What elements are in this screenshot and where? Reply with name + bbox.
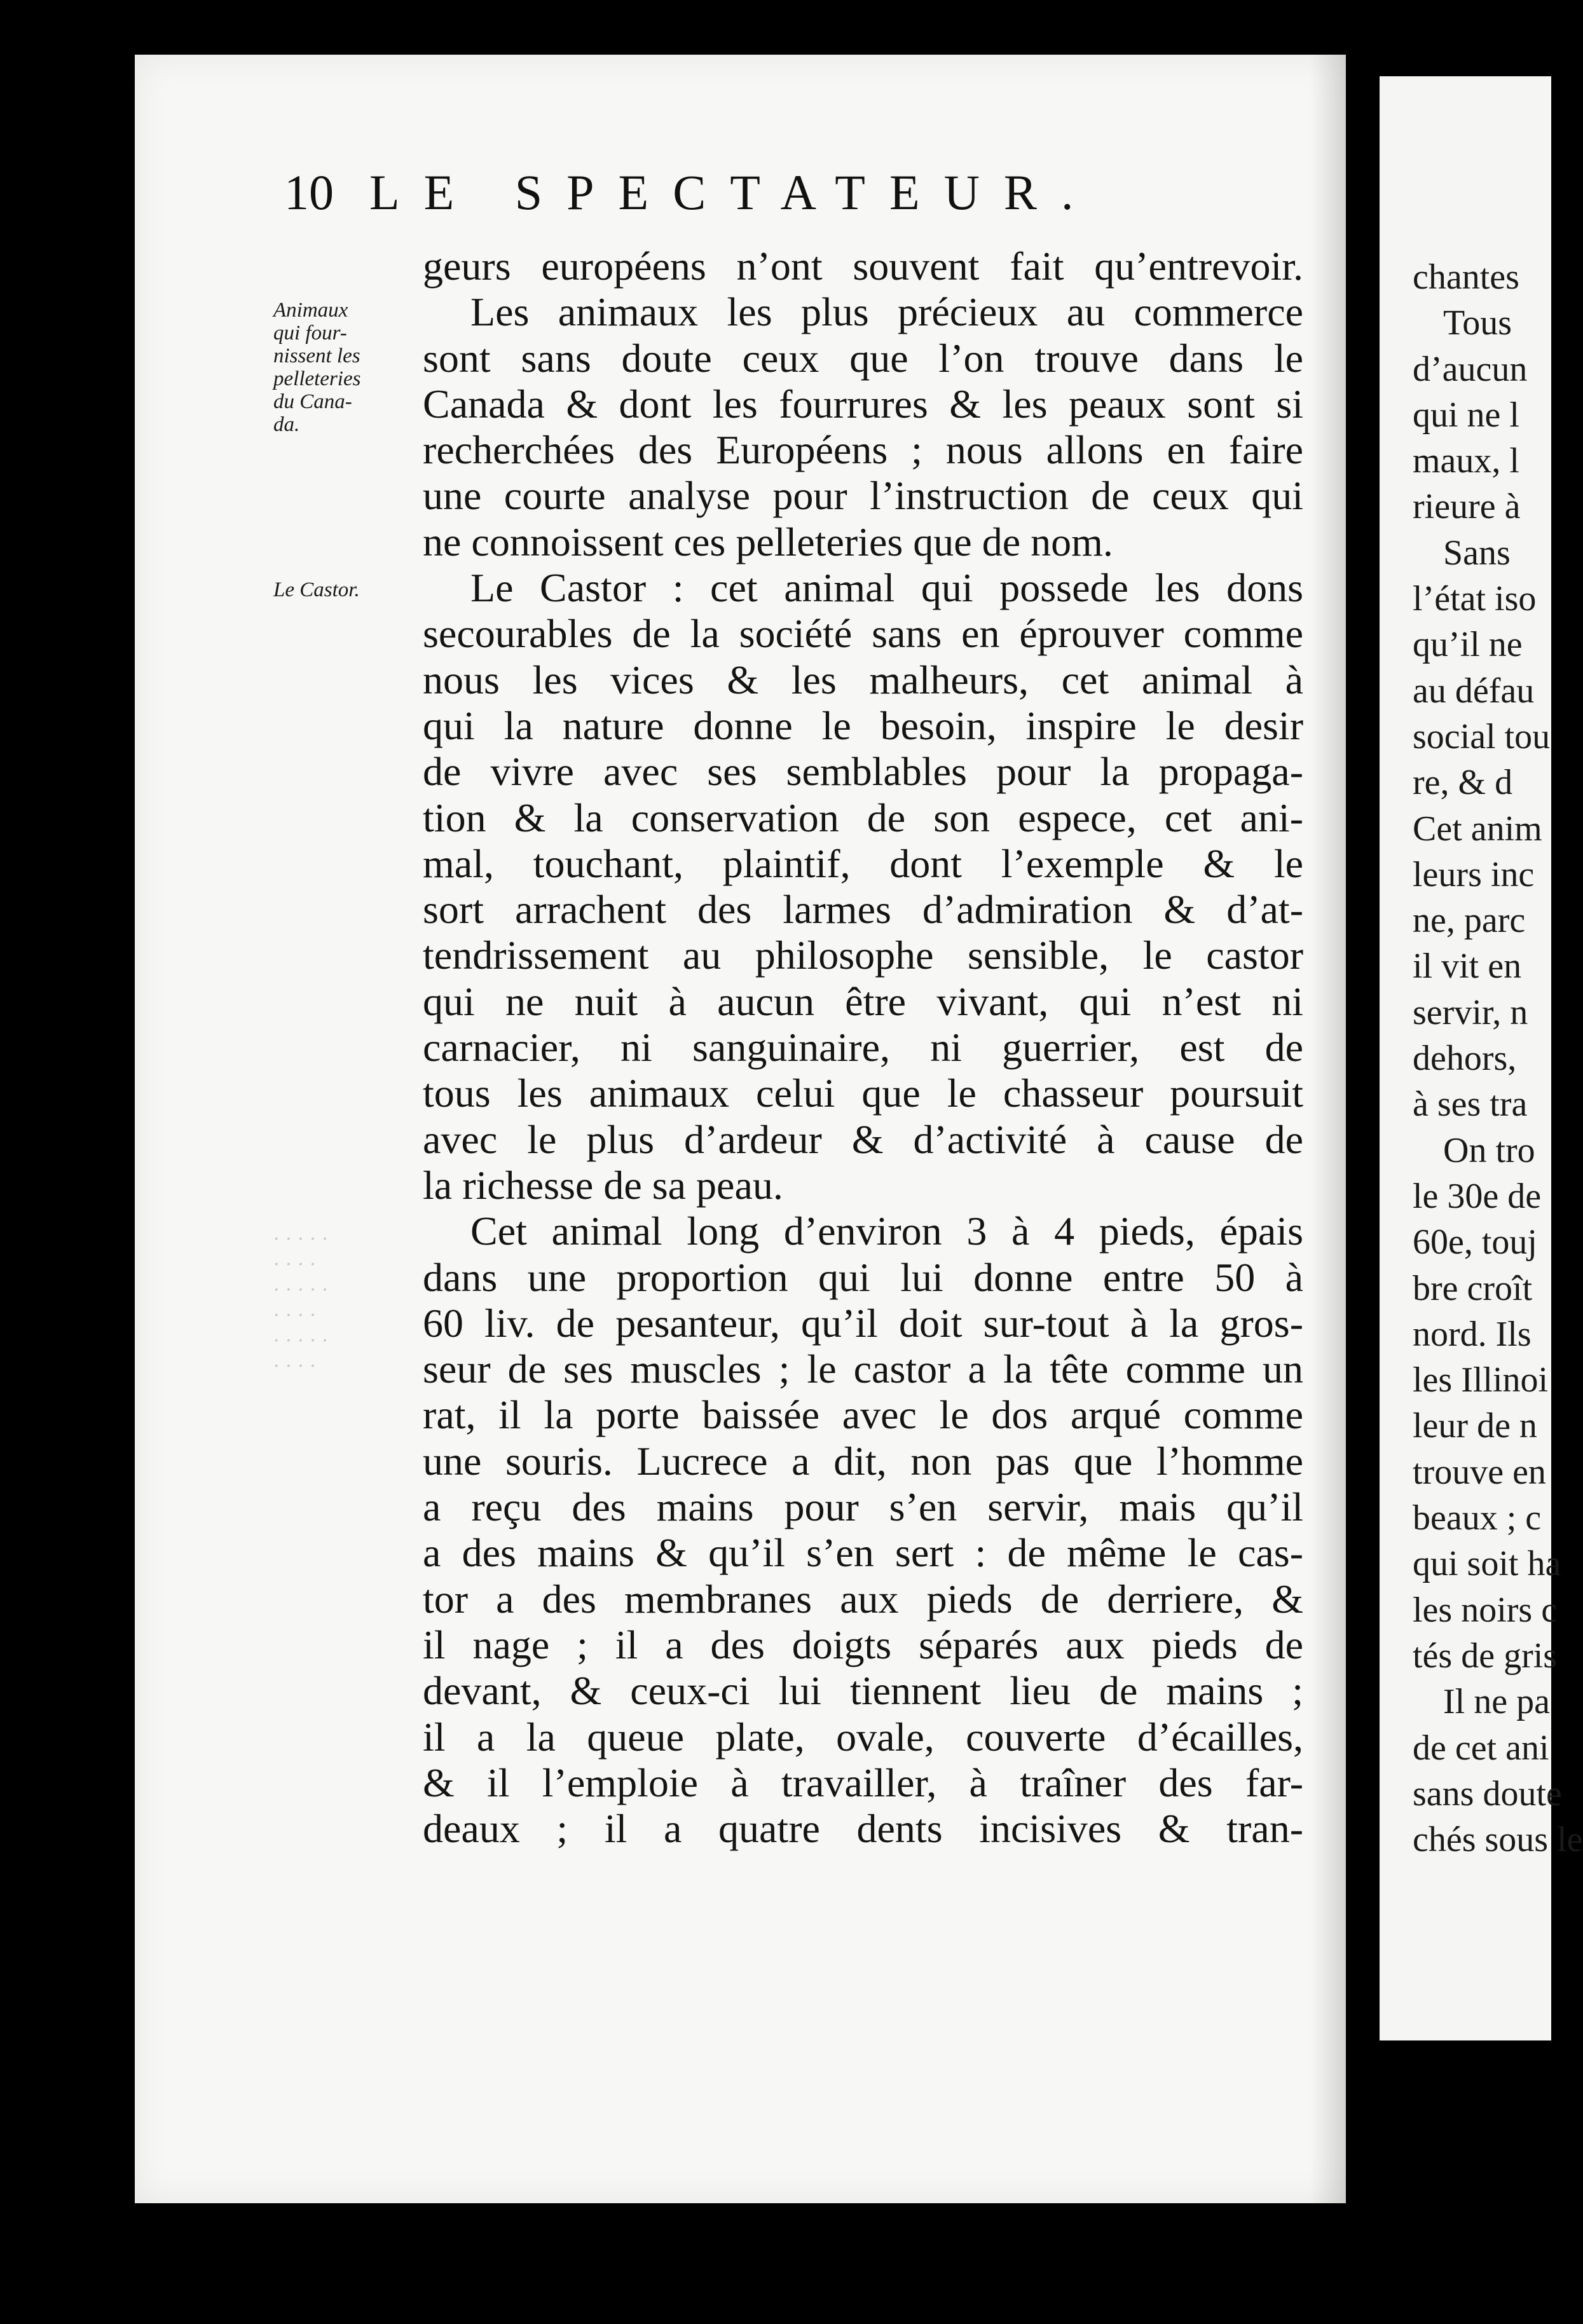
text-line: carnacier, ni sanguinaire, ni guerrier, est de: [423, 1025, 1303, 1070]
right-text-line: Tous: [1443, 303, 1512, 343]
margin-note-line: pelleteries: [273, 367, 361, 390]
margin-note-castor: [273, 578, 426, 601]
right-text-line: Il ne pa: [1443, 1682, 1550, 1722]
text-line: une souris. Lucrece a dit, non pas que l’homme: [423, 1438, 1303, 1484]
right-text-line: qui soit ha: [1413, 1544, 1561, 1584]
right-text-line: chés sous le: [1413, 1820, 1583, 1860]
right-text-line: On tro: [1443, 1130, 1535, 1170]
right-text-line: re, & d: [1413, 763, 1513, 803]
text-line: tendrissement au philosophe sensible, le castor: [423, 933, 1303, 978]
text-line: ne connoissent ces pelleteries que de nom.: [423, 519, 1113, 564]
page-number: 10: [284, 165, 334, 220]
right-text-line: les Illinoi: [1413, 1360, 1549, 1400]
text-line: recherchées des Européens ; nous allons en faire: [423, 427, 1303, 473]
right-text-line: l’état iso: [1413, 579, 1537, 619]
text-line: dans une proportion qui lui donne entre 50 à: [423, 1254, 1303, 1300]
right-text-line: qui ne l: [1413, 395, 1519, 435]
right-text-line: sans doute: [1413, 1774, 1562, 1814]
right-page-text: [1413, 254, 1583, 1863]
right-text-line: nord. Ils: [1413, 1314, 1532, 1354]
right-text-line: bre croît: [1413, 1268, 1533, 1308]
margin-note-line: da.: [273, 413, 300, 436]
margin-note-line: nissent les: [273, 345, 360, 367]
right-text-line: de cet ani: [1413, 1728, 1549, 1768]
margin-note-line: qui four-: [273, 322, 347, 345]
right-text-line: le 30e de: [1413, 1176, 1542, 1216]
right-text-line: servir, n: [1413, 992, 1528, 1032]
text-line: tion & la conservation de son espece, cet ani-: [423, 795, 1303, 840]
right-text-line: Cet anim: [1413, 809, 1542, 849]
text-line: 60 liv. de pesanteur, qu’il doit sur-tout à la gros-: [423, 1300, 1303, 1346]
text-line: rat, il la porte baissée avec le dos arqué comme: [423, 1392, 1303, 1438]
text-line: Le Castor : cet animal qui possede les dons: [470, 565, 1303, 611]
text-line: deaux ; il a quatre dents incisives & tran-: [423, 1806, 1303, 1852]
text-line: mal, touchant, plaintif, dont l’exemple & le: [423, 840, 1303, 886]
text-line: il nage ; il a des doigts séparés aux pieds de: [423, 1622, 1303, 1667]
text-line: a des mains & qu’il s’en sert : de même le cas-: [423, 1530, 1303, 1576]
right-text-line: beaux ; c: [1413, 1498, 1542, 1538]
right-text-line: tés de gris: [1413, 1636, 1558, 1676]
text-line: qui la nature donne le besoin, inspire le desir: [423, 702, 1303, 748]
right-text-line: Sans: [1443, 533, 1511, 573]
right-text-line: leur de n: [1413, 1406, 1537, 1446]
margin-note-line: Le Castor.: [273, 578, 360, 601]
right-text-line: à ses tra: [1413, 1084, 1528, 1124]
right-text-line: rieure à: [1413, 487, 1521, 527]
right-text-line: dehors,: [1413, 1039, 1517, 1079]
text-line: Canada & dont les fourrures & les peaux sont si: [423, 381, 1303, 427]
right-text-line: les noirs c: [1413, 1590, 1558, 1630]
running-title: LE SPECTATEUR.: [369, 165, 1098, 220]
text-line: la richesse de sa peau.: [423, 1162, 783, 1208]
gutter-shadow: [1310, 55, 1346, 2203]
text-line: geurs européens n’ont souvent fait qu’entrevoir.: [423, 243, 1303, 289]
text-line: tor a des membranes aux pieds de derriere, &: [423, 1576, 1303, 1622]
right-text-line: leurs inc: [1413, 854, 1535, 894]
right-text-line: 60e, touj: [1413, 1222, 1537, 1262]
text-line: devant, & ceux-ci lui tiennent lieu de mains ;: [423, 1668, 1303, 1714]
body-text: [423, 243, 1303, 1852]
text-line: a reçu des mains pour s’en servir, mais qu’il: [423, 1484, 1303, 1530]
text-line: il a la queue plate, ovale, couverte d’écailles,: [423, 1714, 1303, 1760]
text-line: & il l’emploie à travailler, à traîner des far-: [423, 1760, 1303, 1805]
right-text-line: chantes: [1413, 257, 1519, 297]
text-line: avec le plus d’ardeur & d’activité à cause de: [423, 1116, 1303, 1162]
right-text-line: ne, parc: [1413, 901, 1526, 941]
text-line: de vivre avec ses semblables pour la propaga-: [423, 749, 1303, 795]
text-line: sort arrachent des larmes d’admiration & d’at-: [423, 887, 1303, 933]
right-text-line: d’aucun: [1413, 349, 1528, 389]
margin-note-animaux: [273, 299, 426, 436]
margin-note-line: Animaux: [273, 299, 348, 322]
text-line: secourables de la société sans en éprouver comme: [423, 611, 1303, 657]
bleed-through-text: · · · · · · · · · · · · · · · · · · · · · · · · · · ·: [273, 1228, 328, 1377]
text-line: sont sans doute ceux que l’on trouve dans le: [423, 335, 1303, 381]
right-text-line: qu’il ne: [1413, 625, 1523, 665]
running-header: [284, 164, 1212, 234]
text-line: Cet animal long d’environ 3 à 4 pieds, épais: [470, 1208, 1303, 1254]
text-line: Les animaux les plus précieux au commerce: [470, 289, 1303, 335]
right-text-line: au défau: [1413, 671, 1535, 711]
right-text-line: maux, l: [1413, 441, 1519, 481]
right-text-line: il vit en: [1413, 947, 1522, 987]
text-line: seur de ses muscles ; le castor a la tête comme un: [423, 1346, 1303, 1392]
text-line: une courte analyse pour l’instruction de ceux qui: [423, 473, 1303, 519]
text-line: tous les animaux celui que le chasseur poursuit: [423, 1070, 1303, 1116]
right-text-line: trouve en: [1413, 1452, 1546, 1492]
text-line: qui ne nuit à aucun être vivant, qui n’est ni: [423, 978, 1303, 1024]
margin-note-line: du Cana-: [273, 390, 352, 413]
text-line: nous les vices & les malheurs, cet animal à: [423, 657, 1303, 702]
right-text-line: social tou: [1413, 716, 1551, 756]
